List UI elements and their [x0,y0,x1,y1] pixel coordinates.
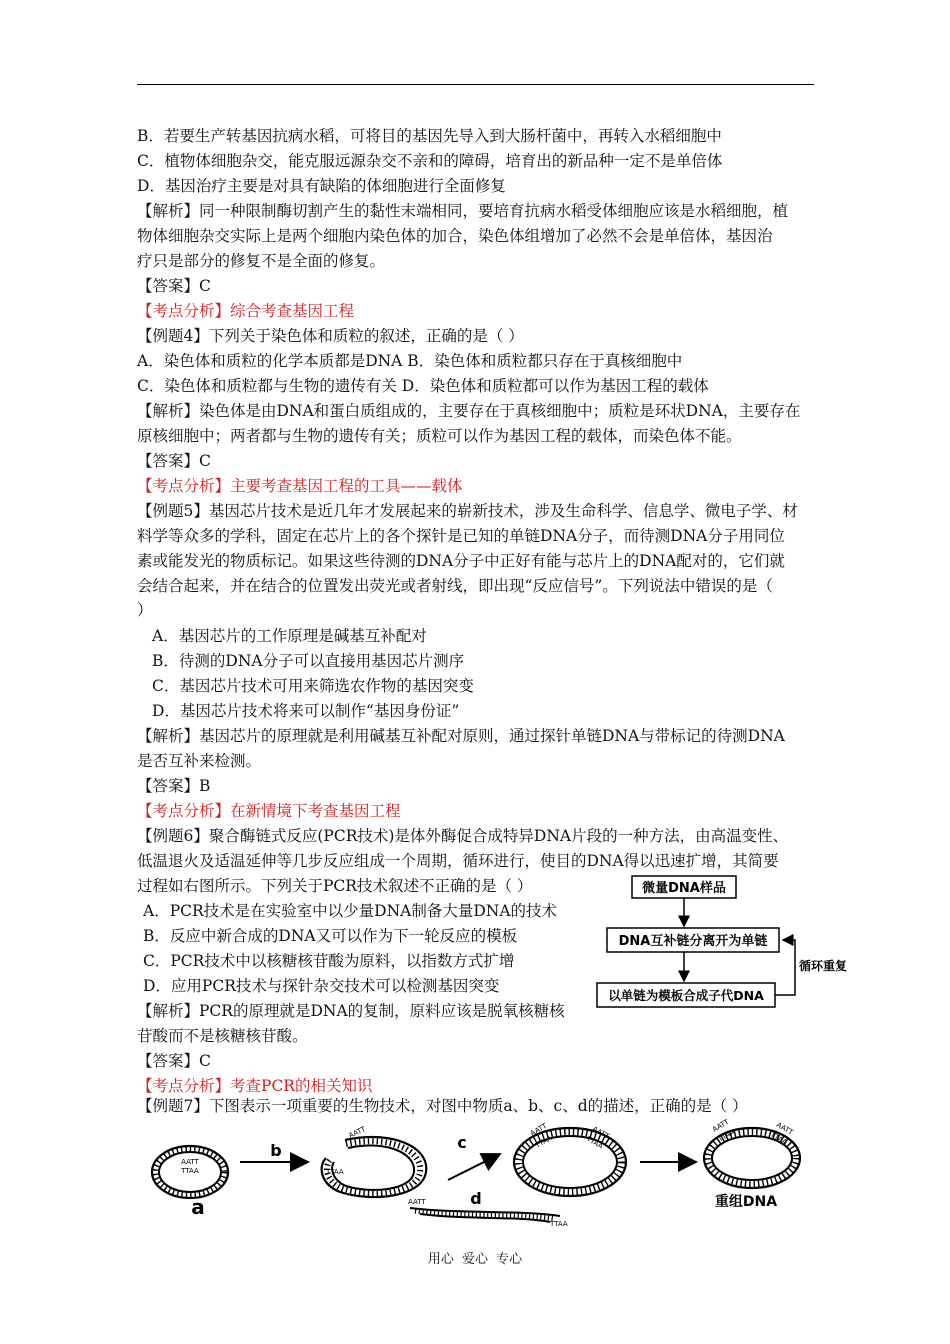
key-point-text: 在新情境下考查基因工程 [230,802,401,820]
seq-aatt: AATT [408,1198,426,1206]
pcr-flowchart [595,872,848,1012]
opened-plasmid [322,1125,427,1197]
seq-aatt: AATT [711,1117,731,1134]
seq-aatt: AATT [775,1120,795,1137]
question-text: ） [137,601,153,619]
question-title: 【例题4】下列关于染色体和质粒的叙述，正确的是（ ） [137,327,524,345]
options-cd: C．染色体和质粒都与生物的遗传有关 D．染色体和质粒都可以作为基因工程的载体 [137,377,709,395]
options-ab: A．染色体和质粒的化学本质都是DNA B．染色体和质粒都只存在于真核细胞中 [137,352,683,370]
key-point-tag: 【考点分析】 [137,302,231,320]
recombinant-dna [704,1118,800,1188]
key-point [137,301,354,321]
key-point-tag: 【考点分析】 [137,1077,231,1095]
answer: 【答案】C [137,452,211,470]
key-point-tag: 【考点分析】 [137,802,231,820]
question-title: 【例题6】聚合酶链式反应(PCR技术)是体外酶促合成特异DNA片段的一种方法，由高温变性、 [137,827,789,845]
seq-aatt: AATT [591,1124,611,1141]
option-b: B．待测的DNA分子可以直接用基因芯片测序 [152,652,465,670]
fragment-d [408,1198,568,1228]
recombinant-dna-label: 重组DNA [714,1194,778,1210]
analysis-line: 【解析】染色体是由DNA和蛋白质组成的，主要存在于真核细胞中；质粒是环状DNA，主要存在 [137,402,801,420]
label-d: d [470,1189,482,1208]
page-footer: 用心 爱心 专心 [427,1252,523,1267]
analysis-line: 【解析】PCR的原理就是DNA的复制，原料应该是脱氧核糖核 [137,1002,565,1020]
option-a: A．基因芯片的工作原理是碱基互补配对 [152,627,427,645]
pcr-loop-label: 循环重复 [799,959,848,973]
analysis-line: 【解析】同一种限制酶切割产生的黏性末端相同，要培育抗病水稻受体细胞应该是水稻细胞，植 [137,202,789,220]
label-c: c [457,1133,467,1152]
option-c: C．植物体细胞杂交，能克服远源杂交不亲和的障碍，培育出的新品种一定不是单倍体 [137,152,723,170]
analysis-line: 苷酸而不是核糖核苷酸。 [137,1027,308,1045]
seq-aatt: AATT [529,1121,549,1138]
header-rule [137,84,814,85]
pcr-box-sample-label: 微量DNA样品 [642,881,726,896]
seq-aatt: AATT [347,1125,367,1140]
seq-ttaa: TTAA [717,1127,737,1144]
plasmid-a [152,1146,228,1198]
option-b: B．反应中新合成的DNA又可以作为下一轮反应的模板 [143,927,518,945]
analysis-line: 【解析】基因芯片的原理就是利用碱基互补配对原则，通过探针单链DNA与带标记的待测DNA [137,727,785,745]
analysis-line: 是否互补来检测。 [137,752,262,770]
option-d: D．基因芯片技术将来可以制作“基因身份证” [152,702,460,720]
question-title: 【例题5】基因芯片技术是近几年才发展起来的崭新技术，涉及生命科学、信息学、微电子学、材 [137,502,798,520]
question-text: 会结合起来，并在结合的位置发出荧光或者射线，即出现“反应信号”。下列说法中错误的是（ [137,577,773,595]
answer: 【答案】C [137,277,211,295]
key-point [137,1076,372,1096]
recombinant-dna-figure [140,1118,820,1230]
seq-ttaa: TTAA [326,1168,344,1176]
key-point-text: 综合考查基因工程 [230,302,355,320]
question-title: 【例题7】下图表示一项重要的生物技术，对图中物质a、b、c、d的描述，正确的是（ ） [137,1097,748,1115]
key-point-tag: 【考点分析】 [137,477,231,495]
seq-ttaa: TTAA [769,1130,789,1147]
option-d: D．基因治疗主要是对具有缺陷的体细胞进行全面修复 [137,177,506,195]
label-b: b [270,1141,282,1160]
option-a: A．PCR技术是在实验室中以少量DNA制备大量DNA的技术 [143,902,558,920]
option-c: C．基因芯片技术可用来筛选农作物的基因突变 [152,677,474,695]
analysis-line: 物体细胞杂交实际上是两个细胞内染色体的加合，染色体组增加了必然不会是单倍体，基因治 [137,227,773,245]
label-a: a [191,1195,205,1219]
analysis-line: 疗只是部分的修复不是全面的修复。 [137,252,386,270]
option-c: C．PCR技术中以核糖核苷酸为原料，以指数方式扩增 [143,952,515,970]
option-d: D．应用PCR技术与探针杂交技术可以检测基因突变 [143,977,500,995]
key-point [137,801,401,821]
analysis-line: 原核细胞中；两者都与生物的遗传有关；质粒可以作为基因工程的载体，而染色体不能。 [137,427,742,445]
answer: 【答案】C [137,1052,211,1070]
pcr-box-synthesize-label: 以单链为模板合成子代DNA [608,988,764,1003]
question-text: 低温退火及适温延伸等几步反应组成一个周期，循环进行，使目的DNA得以迅速扩增，其简要 [137,852,779,870]
option-b: B．若要生产转基因抗病水稻，可将目的基因先导入到大肠杆菌中，再转入水稻细胞中 [137,127,722,145]
seq-ttaa: TTAA [550,1220,568,1228]
seq-aatt: AATT [181,1158,199,1166]
seq-ttaa: TTAA [181,1167,199,1175]
question-text: 料学等众多的学科，固定在芯片上的各个探针是已知的单链DNA分子，而待测DNA分子用同位 [137,527,785,545]
recombined-circle [514,1122,626,1196]
key-point [137,476,463,496]
key-point-text: 考查PCR的相关知识 [230,1077,373,1095]
key-point-text: 主要考查基因工程的工具——载体 [230,477,463,495]
question-text: 过程如右图所示。下列关于PCR技术叙述不正确的是（ ） [137,877,533,895]
answer: 【答案】B [137,777,211,795]
seq-ttaa: TTAA [534,1133,554,1150]
seq-ttaa: TTAA [585,1134,605,1151]
pcr-box-separate-label: DNA互补链分离开为单链 [618,934,768,949]
question-text: 素或能发光的物质标记。如果这些待测的DNA分子中正好有能与芯片上的DNA配对的，它们就 [137,552,785,570]
